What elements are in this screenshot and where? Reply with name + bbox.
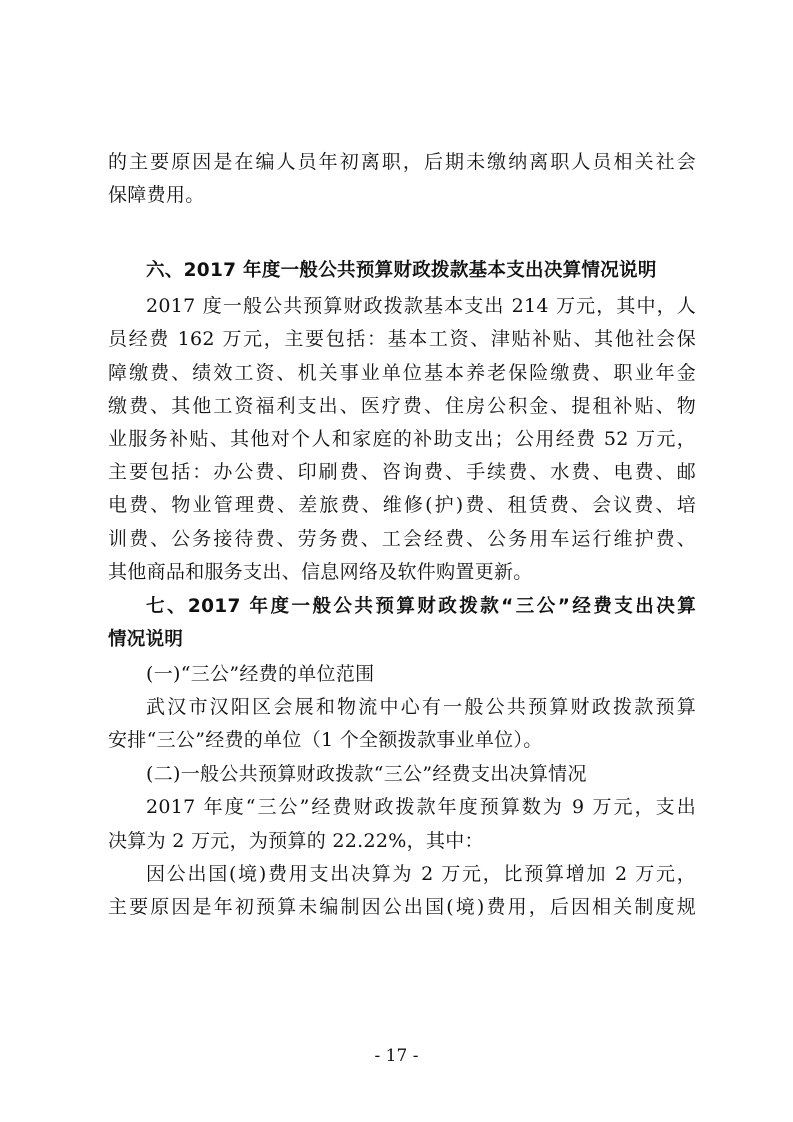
text-line: 因公出国(境)费用支出决算为 2 万元，比预算增加 2 万元，	[146, 863, 696, 885]
text-line: 的主要原因是在编人员年初离职，后期未缴纳离职人员相关社会	[108, 151, 696, 173]
text-line: 电费、物业管理费、差旅费、维修(护)费、租赁费、会议费、培	[108, 494, 696, 516]
text-line: 决算为 2 万元，为预算的 22.22%，其中：	[108, 830, 484, 852]
page-number: - 17 -	[374, 1046, 419, 1066]
text-line: 主要原因是年初预算未编制因公出国(境)费用，后因相关制度规	[108, 896, 696, 918]
text-line: 保障费用。	[108, 184, 205, 206]
text-line: 障缴费、绩效工资、机关事业单位基本养老保险缴费、职业年金	[108, 362, 696, 384]
text-line: 训费、公务接待费、劳务费、工会经费、公务用车运行维护费、	[108, 528, 696, 550]
text-line: 2017 年度“三公”经费财政拨款年度预算数为 9 万元，支出	[146, 796, 696, 818]
section-heading-seven-cont: 情况说明	[108, 629, 184, 650]
text-line: 其他商品和服务支出、信息网络及软件购置更新。	[108, 561, 533, 583]
text-line: 主要包括：办公费、印刷费、咨询费、手续费、水费、电费、邮	[108, 461, 696, 483]
section-heading-seven: 七、2017 年度一般公共预算财政拨款“三公”经费支出决算	[146, 596, 696, 617]
text-line: 武汉市汉阳区会展和物流中心有一般公共预算财政拨款预算	[146, 696, 696, 718]
text-line: 业服务补贴、其他对个人和家庭的补助支出；公用经费 52 万元，	[108, 428, 696, 450]
subsection-heading-one: (一)“三公”经费的单位范围	[146, 663, 375, 685]
text-line: 员经费 162 万元，主要包括：基本工资、津贴补贴、其他社会保	[108, 328, 696, 350]
text-line: 安排“三公”经费的单位（1 个全额拨款事业单位）。	[108, 729, 543, 751]
text-line: 缴费、其他工资福利支出、医疗费、住房公积金、提租补贴、物	[108, 395, 696, 417]
subsection-heading-two: (二)一般公共预算财政拨款“三公”经费支出决算情况	[146, 763, 587, 785]
text-line: 2017 度一般公共预算财政拨款基本支出 214 万元，其中，人	[146, 295, 696, 317]
section-heading-six: 六、2017 年度一般公共预算财政拨款基本支出决算情况说明	[146, 260, 657, 281]
